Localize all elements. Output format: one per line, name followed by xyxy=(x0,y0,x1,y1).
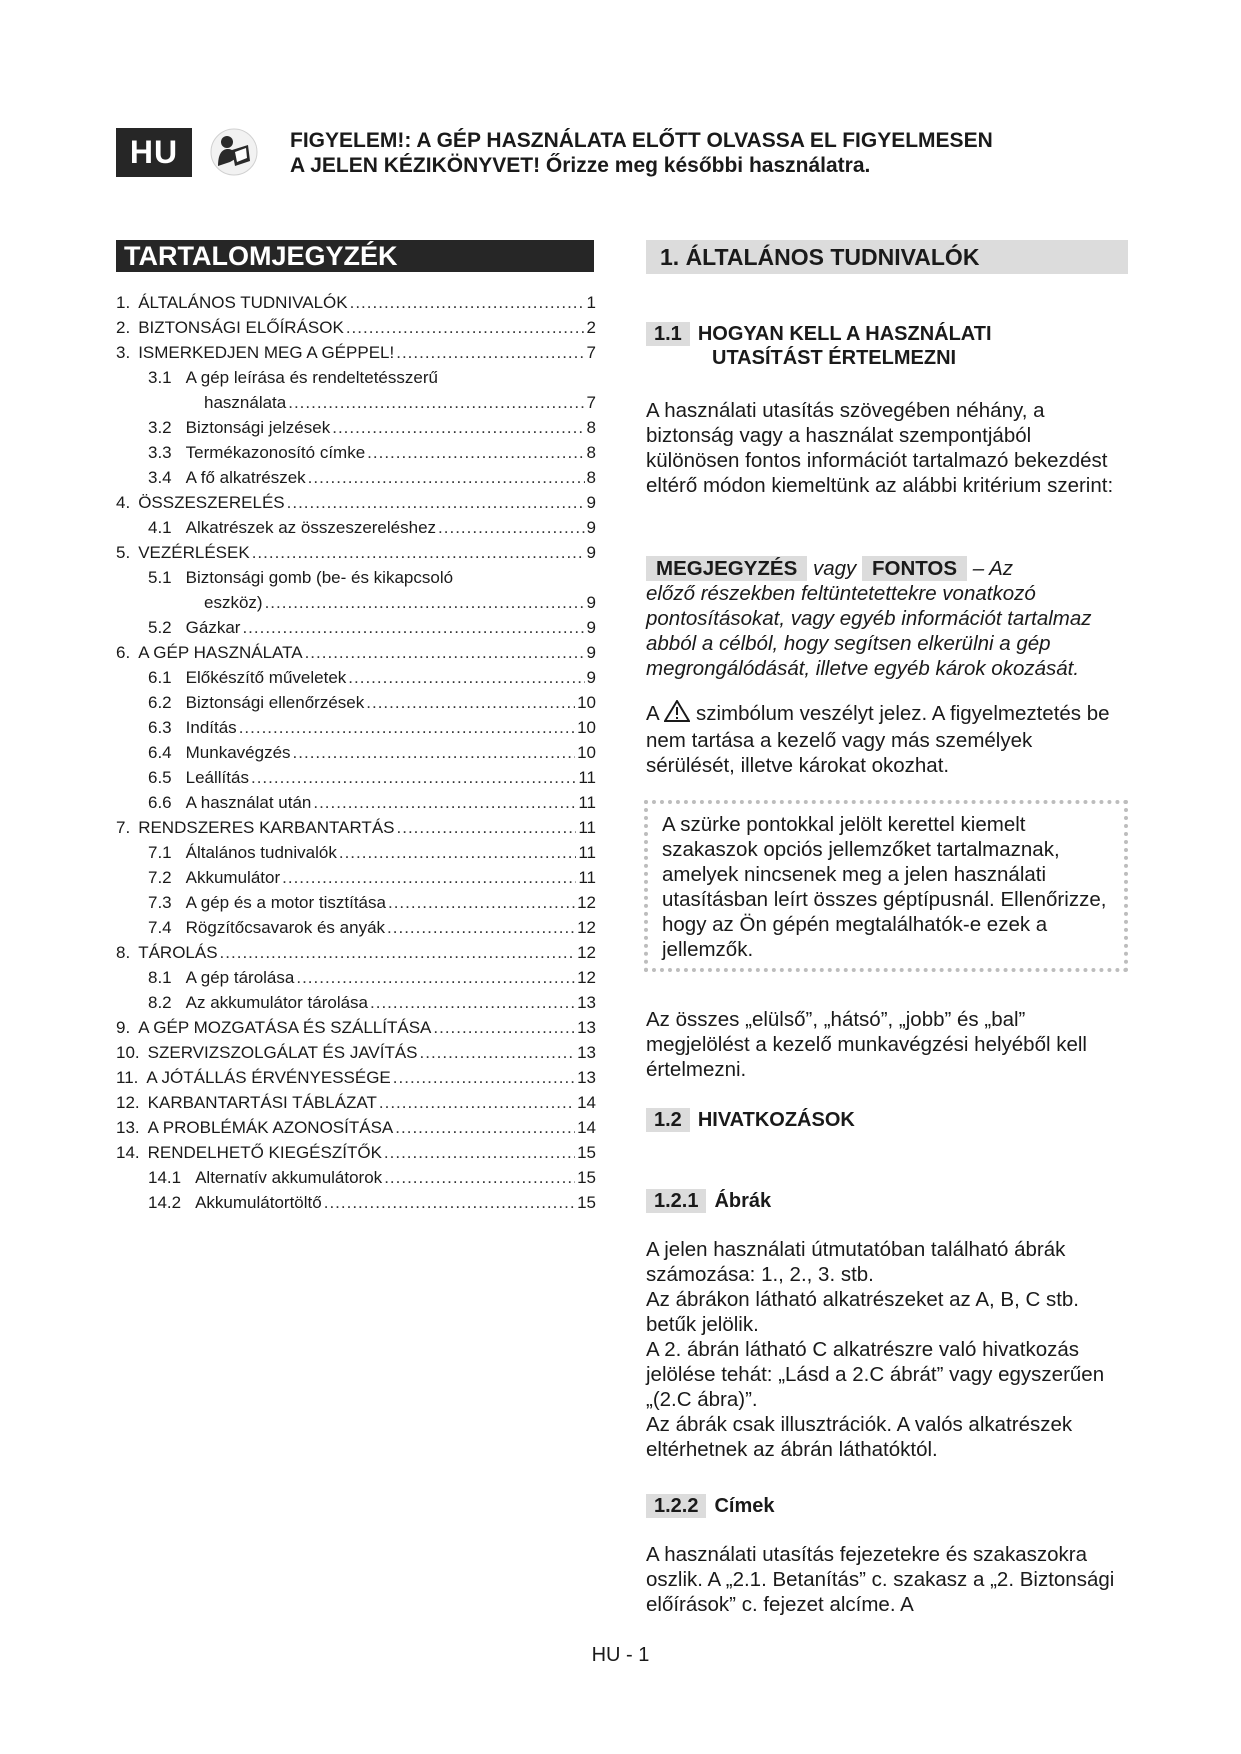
toc-entry-page: 7 xyxy=(586,393,596,412)
toc-leader-dots xyxy=(433,1015,575,1040)
toc-entry xyxy=(116,690,596,715)
toc-entry xyxy=(116,390,596,415)
toc-entry-number: 8.2 xyxy=(148,993,172,1012)
note-description: előző részekben feltüntetettekre vonatkozó pontosításokat, vagy egyéb információt tartalmaz abból a célból, hogy segítsen elkerülni a gép megrongálódását, illetve egyéb károk okozását. xyxy=(646,582,1092,680)
toc-leader-dots xyxy=(384,1140,575,1165)
toc-entry-label: A PROBLÉMÁK AZONOSÍTÁSA xyxy=(147,1118,394,1137)
toc-entry xyxy=(116,1190,596,1215)
toc-entry-number: 6. xyxy=(116,643,131,662)
page-number: HU - 1 xyxy=(591,1644,650,1666)
toc-entry-label: Indítás xyxy=(185,718,237,737)
toc-entry-label: Leállítás xyxy=(185,768,249,787)
toc-entry-label: A gép és a motor tisztítása xyxy=(185,893,386,912)
note-dash: – Az xyxy=(972,557,1013,580)
toc-entry xyxy=(116,365,596,390)
note-or: vagy xyxy=(812,557,857,580)
toc-entry-number: 6.2 xyxy=(148,693,172,712)
toc-entry-page: 14 xyxy=(577,1093,596,1112)
toc-entry xyxy=(116,1165,596,1190)
warning-triangle-icon xyxy=(664,700,690,728)
toc-entry-page: 11 xyxy=(578,768,596,787)
toc-leader-dots xyxy=(384,1165,575,1190)
toc-leader-dots xyxy=(348,665,584,690)
toc-entry-page: 13 xyxy=(577,993,596,1012)
titles-paragraph: A használati utasítás fejezetekre és szakaszokra oszlik. A „2.1. Betanítás” c. szakasz a „2. Biztonsági előírások” c. fejezet alcíme. A xyxy=(646,1543,1115,1616)
toc-leader-dots xyxy=(395,1115,575,1140)
toc-entry-label: A gép tárolása xyxy=(185,968,295,987)
subsection-number: 1.2 xyxy=(646,1108,690,1132)
toc-leader-dots xyxy=(313,790,576,815)
toc-entry xyxy=(116,315,596,340)
toc-entry-number: 1. xyxy=(116,293,131,312)
subsection-title: Ábrák xyxy=(714,1190,772,1212)
toc-leader-dots xyxy=(308,465,585,490)
toc-leader-dots xyxy=(346,315,585,340)
toc-entry-label: ISMERKEDJEN MEG A GÉPPEL! xyxy=(138,343,395,362)
toc-entry-label: ÖSSZESZERELÉS xyxy=(138,493,285,512)
toc-entry-number: 8.1 xyxy=(148,968,172,987)
toc-entry-number: 14.1 xyxy=(148,1168,182,1187)
toc-leader-dots xyxy=(242,615,584,640)
toc-entry-label: Rögzítőcsavarok és anyák xyxy=(185,918,386,937)
toc-entry-number: 10. xyxy=(116,1043,140,1062)
toc-entry-number: 6.3 xyxy=(148,718,172,737)
toc-entry xyxy=(116,890,596,915)
toc-entry xyxy=(116,1115,596,1140)
toc-entry-label: KARBANTARTÁSI TÁBLÁZAT xyxy=(147,1093,377,1112)
toc-entry-label: Előkészítő műveletek xyxy=(185,668,347,687)
toc-entry-page: 14 xyxy=(577,1118,596,1137)
toc-entry-page: 15 xyxy=(577,1143,596,1162)
toc-entry-label: A gép leírása és rendeltetésszerű xyxy=(185,368,438,387)
language-badge: HU xyxy=(116,128,192,177)
toc-entry-label: Termékazonosító címke xyxy=(185,443,366,462)
toc-entry-label: Akkumulátor xyxy=(185,868,281,887)
toc-entry-page: 10 xyxy=(577,693,596,712)
toc-entry-page: 11 xyxy=(578,843,596,862)
toc-entry-label: Biztonsági ellenőrzések xyxy=(185,693,365,712)
toc-leader-dots xyxy=(252,540,585,565)
directions-paragraph: Az összes „elülső”, „hátsó”, „jobb” és „bal” megjelölést a kezelő munkavégzési helyéből kell értelmezni. xyxy=(646,1008,1087,1081)
toc-entry-number: 6.1 xyxy=(148,668,172,687)
toc-entry xyxy=(116,540,596,565)
toc-entry-number: 7.2 xyxy=(148,868,172,887)
toc-entry-page: 9 xyxy=(586,668,596,687)
toc-entry-page: 8 xyxy=(586,443,596,462)
toc-entry xyxy=(116,915,596,940)
toc-entry-label: Munkavégzés xyxy=(185,743,291,762)
toc-leader-dots xyxy=(370,990,575,1015)
subsection-title: HIVATKOZÁSOK xyxy=(697,1109,855,1131)
toc-entry xyxy=(116,815,596,840)
toc-entry xyxy=(116,1140,596,1165)
toc-entry-page: 12 xyxy=(577,893,596,912)
warning-prefix: A xyxy=(646,702,659,725)
toc-entry-page: 12 xyxy=(577,968,596,987)
toc-leader-dots xyxy=(287,490,585,515)
toc-entry-page: 15 xyxy=(577,1193,596,1212)
read-manual-icon xyxy=(210,128,258,176)
toc-entry-page: 9 xyxy=(586,518,596,537)
toc-entry-number: 7.1 xyxy=(148,843,172,862)
toc-leader-dots xyxy=(251,765,576,790)
toc-entry-label: Biztonsági jelzések xyxy=(185,418,331,437)
toc-leader-dots xyxy=(420,1040,576,1065)
toc-entry xyxy=(116,640,596,665)
toc-entry-number: 14.2 xyxy=(148,1193,182,1212)
toc-entry xyxy=(116,990,596,1015)
toc-entry xyxy=(116,940,596,965)
toc-entry xyxy=(116,1040,596,1065)
warning-line-1: FIGYELEM!: A GÉP HASZNÁLATA ELŐTT OLVASSA EL FIGYELMESEN xyxy=(290,129,993,152)
toc-entry-label: Az akkumulátor tárolása xyxy=(185,993,369,1012)
toc-entry-label: RENDELHETŐ KIEGÉSZÍTŐK xyxy=(147,1143,382,1162)
toc-entry-label: SZERVIZSZOLGÁLAT ÉS JAVÍTÁS xyxy=(147,1043,418,1062)
toc-entry-number: 3.2 xyxy=(148,418,172,437)
toc-leader-dots xyxy=(438,515,585,540)
subsection-title: HOGYAN KELL A HASZNÁLATI xyxy=(697,323,992,345)
toc-entry xyxy=(116,440,596,465)
toc-entry-page: 10 xyxy=(577,743,596,762)
toc-entry xyxy=(116,840,596,865)
toc-leader-dots xyxy=(387,915,575,940)
toc-entry xyxy=(116,790,596,815)
toc-leader-dots xyxy=(288,390,584,415)
toc-entry-label: Akkumulátortöltő xyxy=(195,1193,322,1212)
toc-entry-label: RENDSZERES KARBANTARTÁS xyxy=(138,818,395,837)
toc-entry xyxy=(116,415,596,440)
toc-entry-number: 4.1 xyxy=(148,518,172,537)
optional-features-text: A szürke pontokkal jelölt kerettel kiemelt szakaszok opciós jellemzőket tartalmaznak, amelyek nincsenek meg a jelen használati utasításban leírt összes géptípusnál. Ellenőrizze, hogy az Ön gépén megtalálhatók-e ezek a jellemzők. xyxy=(662,813,1107,961)
warning-line-2: A JELEN KÉZIKÖNYVET! Őrizze meg későbbi használatra. xyxy=(290,154,871,177)
toc-entry-number: 12. xyxy=(116,1093,140,1112)
toc-entry-page: 13 xyxy=(577,1068,596,1087)
toc-leader-dots xyxy=(388,890,575,915)
toc-entry xyxy=(116,515,596,540)
toc-entry xyxy=(116,615,596,640)
important-tag: FONTOS xyxy=(862,556,967,581)
toc-leader-dots xyxy=(265,590,585,615)
toc-entry-page: 8 xyxy=(586,418,596,437)
toc-entry-page: 11 xyxy=(578,818,596,837)
subsection-number: 1.1 xyxy=(646,322,690,346)
toc-entry xyxy=(116,1090,596,1115)
toc-leader-dots xyxy=(220,940,576,965)
toc-entry-number: 3.3 xyxy=(148,443,172,462)
toc-entry-page: 13 xyxy=(577,1043,596,1062)
toc-leader-dots xyxy=(397,815,577,840)
toc-entry xyxy=(116,490,596,515)
toc-entry-page: 9 xyxy=(586,618,596,637)
toc-entry-number: 13. xyxy=(116,1118,140,1137)
toc-entry-label: ÁLTALÁNOS TUDNIVALÓK xyxy=(138,293,348,312)
subsection-1-2-heading xyxy=(646,1108,855,1132)
toc-entry-label: Alkatrészek az összeszereléshez xyxy=(185,518,437,537)
toc-entry-label: A GÉP MOZGATÁSA ÉS SZÁLLÍTÁSA xyxy=(138,1018,432,1037)
toc-entry-page: 8 xyxy=(586,468,596,487)
toc-entry xyxy=(116,715,596,740)
toc-entry-label: A JÓTÁLLÁS ÉRVÉNYESSÉGE xyxy=(146,1068,391,1087)
toc-entry-label: BIZTONSÁGI ELŐÍRÁSOK xyxy=(138,318,344,337)
toc-entry-page: 13 xyxy=(577,1018,596,1037)
toc-entry xyxy=(116,965,596,990)
toc-entry-page: 9 xyxy=(586,493,596,512)
toc-leader-dots xyxy=(396,340,584,365)
toc-entry-number: 3.1 xyxy=(148,368,172,387)
toc-entry-label: Gázkar xyxy=(185,618,241,637)
warning-symbol-paragraph xyxy=(646,700,1126,778)
toc-leader-dots xyxy=(239,715,575,740)
toc-leader-dots xyxy=(293,740,576,765)
toc-entry xyxy=(116,290,596,315)
toc-entry-page: 1 xyxy=(586,293,596,312)
warning-text: szimbólum veszélyt jelez. A figyelmeztetés be nem tartása a kezelő vagy más személyek sérülését, illetve károkat okozhat. xyxy=(646,702,1110,777)
toc-entry xyxy=(116,1015,596,1040)
toc-entry-number: 5.2 xyxy=(148,618,172,637)
toc-leader-dots xyxy=(339,840,576,865)
toc-leader-dots xyxy=(332,415,584,440)
toc-entry-number: 6.5 xyxy=(148,768,172,787)
toc-entry-page: 9 xyxy=(586,593,596,612)
toc-entry-label: VEZÉRLÉSEK xyxy=(138,543,250,562)
toc-entry xyxy=(116,590,596,615)
toc-leader-dots xyxy=(366,690,575,715)
subsection-1-2-2-heading xyxy=(646,1494,775,1518)
toc-entry-number: 8. xyxy=(116,943,131,962)
section-1-heading: 1. ÁLTALÁNOS TUDNIVALÓK xyxy=(646,240,1128,274)
toc-entry-label: eszköz) xyxy=(204,593,263,612)
toc-entry-number: 7.4 xyxy=(148,918,172,937)
toc-entry-label: Alternatív akkumulátorok xyxy=(195,1168,383,1187)
toc-entry-number: 7.3 xyxy=(148,893,172,912)
toc-entry-page: 9 xyxy=(586,643,596,662)
toc-entry-number: 4. xyxy=(116,493,131,512)
toc-entry-number: 5. xyxy=(116,543,131,562)
toc-entry-label: A használat után xyxy=(185,793,312,812)
toc-leader-dots xyxy=(305,640,585,665)
toc-leader-dots xyxy=(379,1090,575,1115)
toc-entry xyxy=(116,865,596,890)
toc-entry-number: 3.4 xyxy=(148,468,172,487)
toc-entry-number: 2. xyxy=(116,318,131,337)
toc-entry-label: A fő alkatrészek xyxy=(185,468,306,487)
toc-entry xyxy=(116,1065,596,1090)
toc-title: TARTALOMJEGYZÉK xyxy=(116,240,594,272)
note-legend xyxy=(646,556,1136,581)
toc-entry-label: Általános tudnivalók xyxy=(185,843,337,862)
toc-leader-dots xyxy=(350,290,585,315)
toc-leader-dots xyxy=(296,965,575,990)
subsection-number: 1.2.1 xyxy=(646,1189,706,1213)
toc-entry-page: 2 xyxy=(586,318,596,337)
toc-entry-page: 11 xyxy=(578,868,596,887)
toc-entry xyxy=(116,565,596,590)
toc-entry xyxy=(116,340,596,365)
toc-entry-number: 6.6 xyxy=(148,793,172,812)
toc-leader-dots xyxy=(367,440,584,465)
toc-entry-page: 11 xyxy=(578,793,596,812)
toc-entry-number: 14. xyxy=(116,1143,140,1162)
warning-heading xyxy=(290,128,1150,178)
subsection-1-1-heading xyxy=(646,322,1126,346)
subsection-number: 1.2.2 xyxy=(646,1494,706,1518)
toc-entry-page: 12 xyxy=(577,918,596,937)
figures-paragraph: A jelen használati útmutatóban található ábrák számozása: 1., 2., 3. stb. Az ábrákon látható alkatrészeket az A, B, C stb. betűk jelölik. A 2. ábrán látható C alkatrészre való hivatkozás jelölése tehát: „Lásd a 2.C ábrát” vagy egyszerűen „(2.C ábra)”. Az ábrák csak illusztrációk. A valós alkatrészek eltérhetnek az ábrán láthatóktól. xyxy=(646,1238,1105,1461)
toc-entry xyxy=(116,665,596,690)
toc-entry-number: 11. xyxy=(116,1068,139,1087)
subsection-1-2-1-heading xyxy=(646,1189,771,1213)
toc-leader-dots xyxy=(393,1065,575,1090)
toc-entry-label: használata xyxy=(204,393,287,412)
toc-entry-page: 12 xyxy=(577,943,596,962)
toc-entry-page: 10 xyxy=(577,718,596,737)
toc-entry-number: 3. xyxy=(116,343,131,362)
subsection-title-line-2: UTASÍTÁST ÉRTELMEZNI xyxy=(712,347,957,369)
toc-entry-page: 9 xyxy=(586,543,596,562)
table-of-contents xyxy=(116,290,596,1215)
toc-entry-number: 9. xyxy=(116,1018,131,1037)
toc-entry-page: 7 xyxy=(586,343,596,362)
toc-entry-label: TÁROLÁS xyxy=(138,943,218,962)
toc-entry xyxy=(116,740,596,765)
toc-entry-page: 15 xyxy=(577,1168,596,1187)
toc-entry-number: 6.4 xyxy=(148,743,172,762)
note-tag: MEGJEGYZÉS xyxy=(646,556,807,581)
toc-entry xyxy=(116,465,596,490)
subsection-title: Címek xyxy=(714,1495,775,1517)
intro-paragraph: A használati utasítás szövegében néhány, a biztonság vagy a használat szempontjából különösen fontos információt tartalmazó bekezdést eltérő módon kiemeltünk az alábbi kritérium szerint: xyxy=(646,399,1114,497)
toc-entry xyxy=(116,765,596,790)
toc-entry-number: 5.1 xyxy=(148,568,172,587)
toc-leader-dots xyxy=(324,1190,575,1215)
toc-entry-label: Biztonsági gomb (be- és kikapcsoló xyxy=(185,568,454,587)
toc-entry-number: 7. xyxy=(116,818,131,837)
toc-leader-dots xyxy=(282,865,576,890)
toc-entry-label: A GÉP HASZNÁLATA xyxy=(138,643,303,662)
